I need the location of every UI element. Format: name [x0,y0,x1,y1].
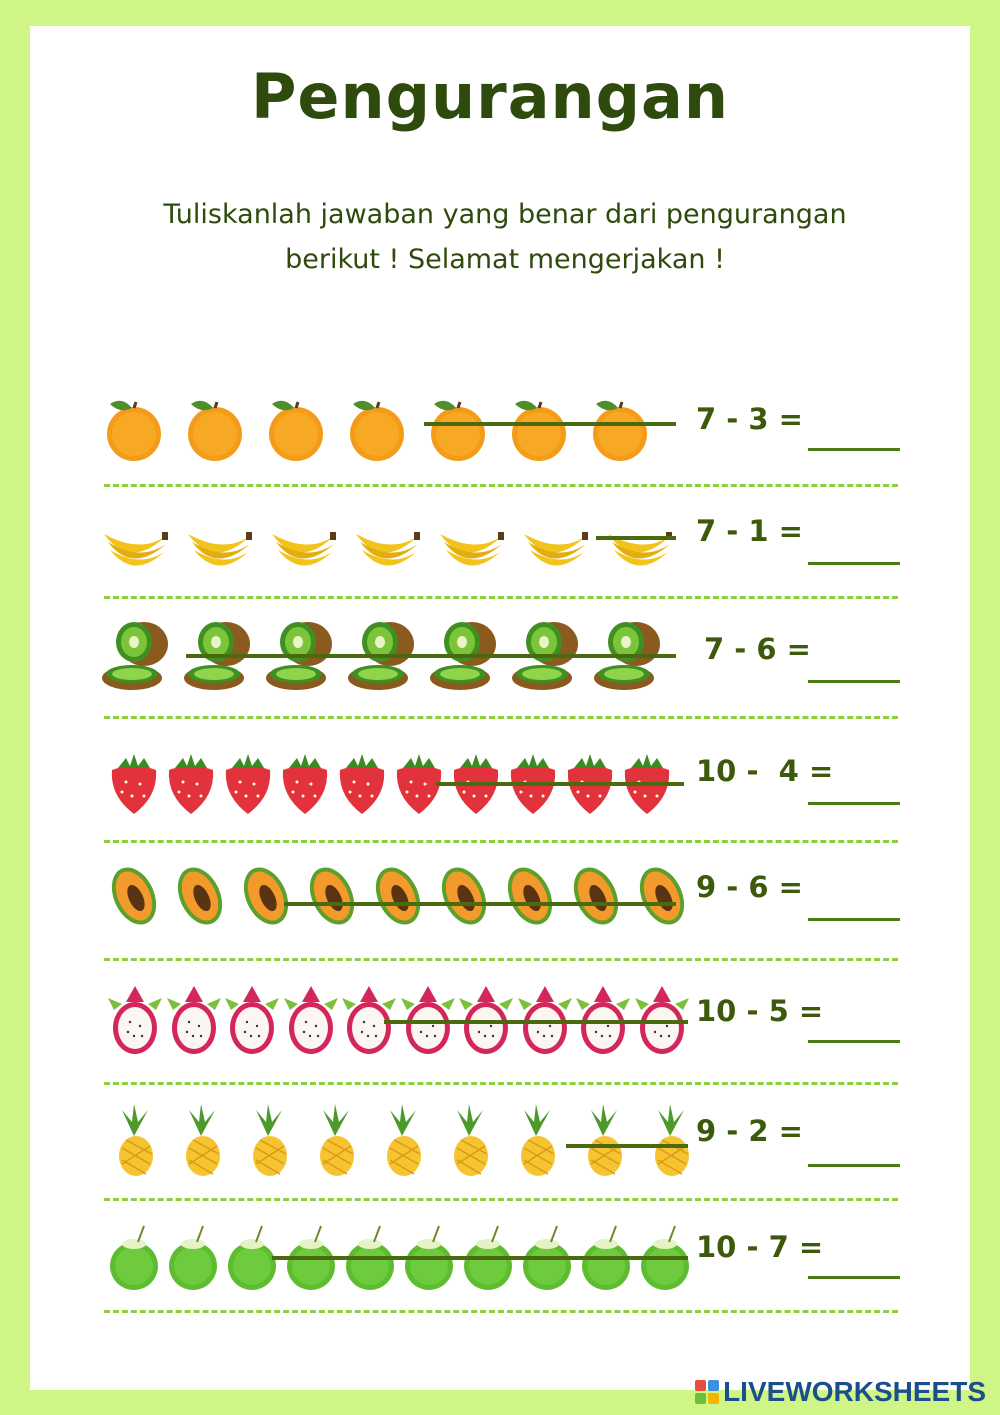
exercise-row [0,1216,1000,1296]
cross-out-line [284,902,676,906]
cross-out-line [596,536,676,540]
banana-icon [604,500,674,580]
liveworksheets-brand [695,1377,986,1407]
cross-out-line [186,654,676,658]
answer-field[interactable] [808,1276,900,1279]
papaya-icon [430,856,500,936]
orange-icon [262,388,332,468]
pineapple-icon [301,1100,371,1180]
papaya-icon [628,856,698,936]
equation-text: 7 - 3 = [696,402,803,436]
answer-field[interactable] [808,1040,900,1043]
exercise-row [0,980,1000,1060]
orange-icon [424,388,494,468]
pineapple-icon [234,1100,304,1180]
answer-field[interactable] [808,918,900,921]
kiwi-icon [182,618,252,698]
exercise-row [0,618,1000,698]
pineapple-icon [435,1100,505,1180]
equation-text: 7 - 6 = [704,632,811,666]
orange-icon [100,388,170,468]
dashed-divider [104,1198,898,1201]
instructions-line-2: berikut ! Selamat mengerjakan ! [285,244,725,275]
dashed-divider [104,840,898,843]
answer-field[interactable] [808,1164,900,1167]
dashed-divider [104,958,898,961]
pineapple-icon [569,1100,639,1180]
papaya-icon [364,856,434,936]
exercise-row [0,388,1000,468]
fruit-group [100,856,690,936]
answer-field[interactable] [808,562,900,565]
papaya-icon [100,856,170,936]
equation-text: 10 - 4 = [696,754,834,788]
exercise-row [0,740,1000,820]
cross-out-line [424,422,676,426]
banana-icon [184,500,254,580]
dashed-divider [104,484,898,487]
dashed-divider [104,1310,898,1313]
pineapple-icon [368,1100,438,1180]
liveworksheets-logo-icon [695,1380,719,1404]
banana-icon [100,500,170,580]
banana-icon [436,500,506,580]
papaya-icon [562,856,632,936]
pineapple-icon [100,1100,170,1180]
fruit-group [100,740,690,820]
pineapple-icon [502,1100,572,1180]
kiwi-icon [346,618,416,698]
cross-out-line [436,782,684,786]
equation-text: 10 - 5 = [696,994,824,1028]
banana-icon [352,500,422,580]
kiwi-icon [592,618,662,698]
fruit-group [100,618,690,698]
papaya-icon [232,856,302,936]
fruit-group [100,388,690,468]
dashed-divider [104,596,898,599]
dashed-divider [104,1082,898,1085]
equation-text: 7 - 1 = [696,514,803,548]
answer-field[interactable] [808,448,900,451]
answer-field[interactable] [808,802,900,805]
instructions [100,192,910,282]
papaya-icon [298,856,368,936]
banana-icon [520,500,590,580]
orange-icon [505,388,575,468]
fruit-group [100,1100,690,1180]
kiwi-icon [428,618,498,698]
instructions-line-1: Tuliskanlah jawaban yang benar dari pengurangan [163,199,847,230]
cross-out-line [566,1144,688,1148]
fruit-group [100,500,690,580]
strawberry-icon [613,740,683,820]
liveworksheets-text: LIVEWORKSHEETS [723,1376,986,1407]
dashed-divider [104,716,898,719]
orange-icon [343,388,413,468]
orange-icon [586,388,656,468]
cross-out-line [384,1020,688,1024]
exercise-row [0,1100,1000,1180]
equation-text: 9 - 6 = [696,870,803,904]
cross-out-line [272,1256,688,1260]
pineapple-icon [167,1100,237,1180]
orange-icon [181,388,251,468]
equation-text: 9 - 2 = [696,1114,803,1148]
kiwi-icon [264,618,334,698]
equation-text: 10 - 7 = [696,1230,824,1264]
exercise-row [0,856,1000,936]
banana-icon [268,500,338,580]
answer-field[interactable] [808,680,900,683]
papaya-icon [166,856,236,936]
page-title: Pengurangan [250,60,730,133]
kiwi-icon [100,618,170,698]
kiwi-icon [510,618,580,698]
papaya-icon [496,856,566,936]
exercise-row [0,500,1000,580]
